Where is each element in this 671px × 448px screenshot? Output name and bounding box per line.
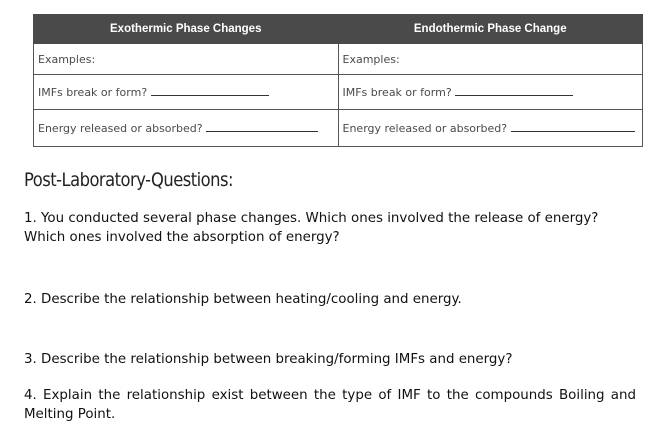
table-header-row [34, 15, 643, 44]
endothermic-imfs-blank[interactable] [455, 86, 573, 96]
question-1: 1. You conducted several phase changes. Which ones involved the release of energy? Which ones involved the absorption of energy? [24, 211, 599, 245]
exothermic-examples-label: Examples: [38, 52, 96, 66]
table-row-imfs [34, 75, 643, 110]
exothermic-examples-cell [34, 44, 339, 75]
endothermic-energy-blank[interactable] [511, 122, 635, 132]
question-3: 3. Describe the relationship between breaking/forming IMFs and energy? [24, 352, 513, 367]
exothermic-energy-cell [34, 110, 339, 147]
exothermic-imfs-label: IMFs break or form? [38, 85, 148, 99]
endothermic-energy-cell [338, 110, 643, 147]
question-2: 2. Describe the relationship between heating/cooling and energy. [24, 292, 462, 307]
table-row-examples [34, 44, 643, 75]
exothermic-energy-label: Energy released or absorbed? [38, 121, 203, 135]
endothermic-examples-cell [338, 44, 643, 75]
phase-change-table [33, 14, 643, 147]
exothermic-energy-blank[interactable] [206, 122, 318, 132]
endothermic-imfs-label: IMFs break or form? [342, 85, 452, 99]
endothermic-examples-label: Examples: [342, 52, 400, 66]
header-endothermic: Endothermic Phase Change [338, 15, 643, 44]
header-exothermic: Exothermic Phase Changes [34, 15, 339, 44]
endothermic-energy-label: Energy released or absorbed? [342, 121, 508, 135]
section-heading: Post-Laboratory-Questions: [24, 169, 233, 191]
endothermic-imfs-cell [338, 75, 643, 110]
table-row-energy [34, 110, 643, 147]
exothermic-imfs-blank[interactable] [151, 86, 269, 96]
exothermic-imfs-cell [34, 75, 339, 110]
question-4: 4. Explain the relationship exist between the type of IMF to the compounds Boiling and Melting Point. [24, 388, 636, 422]
